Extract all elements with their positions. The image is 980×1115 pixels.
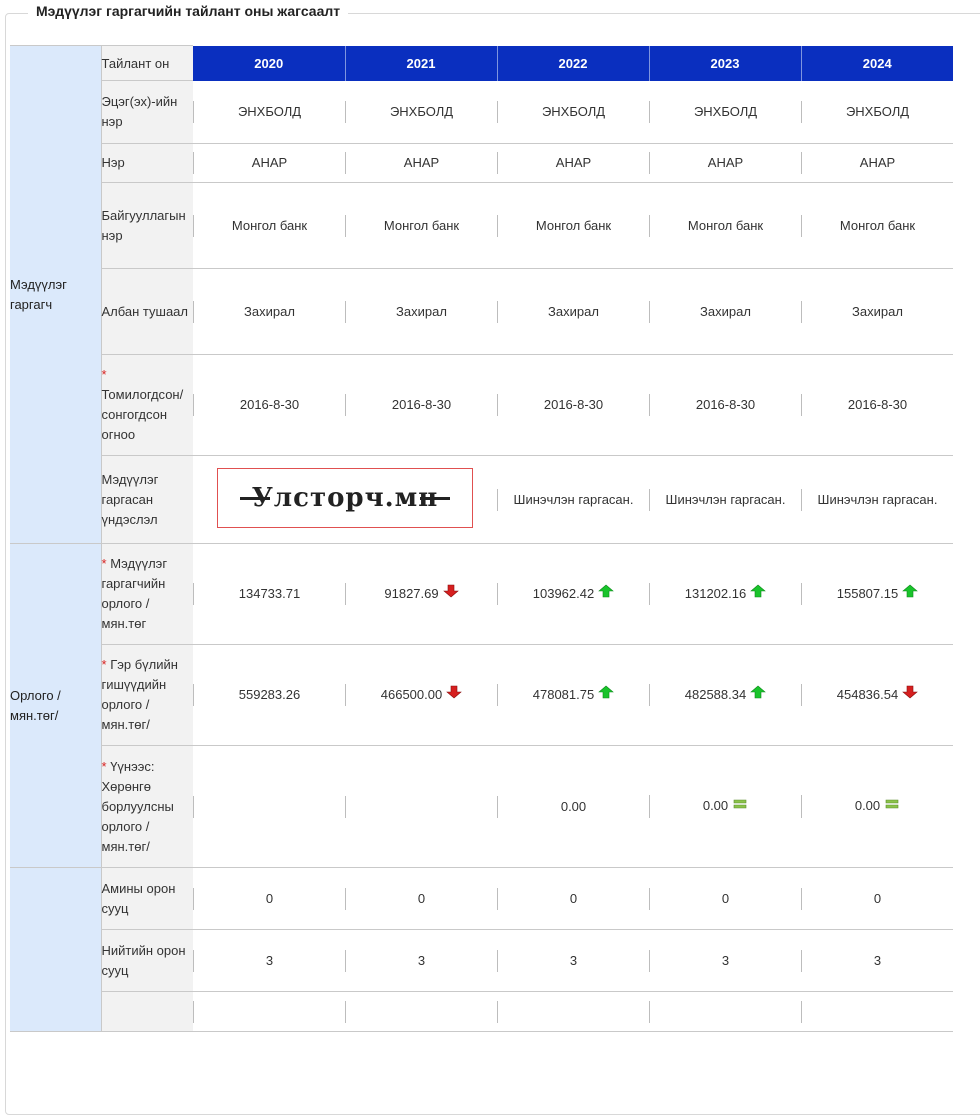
row-label: Эцэг(эх)-ийн нэр <box>101 81 193 144</box>
table-cell <box>649 583 801 606</box>
table-cell: 3 <box>497 950 649 972</box>
table-cell: Захирал <box>193 301 345 323</box>
table-cell: Захирал <box>345 301 497 323</box>
table-cell: Шинэчлэн гаргасан. <box>497 489 649 511</box>
table-row <box>10 930 953 992</box>
table-row <box>10 544 953 645</box>
table-cell: 0 <box>345 888 497 910</box>
table-cell <box>497 1001 649 1023</box>
table-row <box>10 81 953 144</box>
arrow-down-icon <box>446 684 462 706</box>
table-cell <box>801 795 953 818</box>
table-cell <box>801 583 953 606</box>
table-cell: 2016-8-30 <box>345 394 497 416</box>
table-cell: Монгол банк <box>801 215 953 237</box>
table-cell: Шинэчлэн гаргасан. <box>801 489 953 511</box>
year-2021[interactable]: 2021 <box>345 46 497 81</box>
cell-value: 559283.26 <box>238 687 301 702</box>
row-label <box>101 992 193 1032</box>
table-cell: 0 <box>649 888 801 910</box>
table-cell: Захирал <box>649 301 801 323</box>
table-row <box>10 183 953 269</box>
cell-value: 0.00 <box>702 798 729 814</box>
row-label <box>101 645 193 746</box>
table-cell: Монгол банк <box>649 215 801 237</box>
table-row <box>10 645 953 746</box>
arrow-up-icon <box>750 583 766 605</box>
cell-value: 454836.54 <box>836 686 899 702</box>
table-row <box>10 269 953 355</box>
declaration-table <box>10 45 953 1032</box>
arrow-up-icon <box>598 583 614 605</box>
row-label: Байгууллагын нэр <box>101 183 193 269</box>
table-cell: АНАР <box>497 152 649 174</box>
table-cell: ЭНХБОЛД <box>497 101 649 123</box>
cell-value: 134733.71 <box>238 586 301 601</box>
table-cell <box>801 1001 953 1023</box>
table-cell <box>345 583 497 606</box>
row-label-text: Томилогдсон/ сонгогдсон огноо <box>101 387 184 442</box>
table-cell <box>193 1001 345 1023</box>
table-cell <box>497 684 649 707</box>
table-cell <box>345 1001 497 1023</box>
table-cell: АНАР <box>649 152 801 174</box>
row-label: Нэр <box>101 144 193 183</box>
cell-value: 478081.75 <box>532 686 595 702</box>
group-property <box>10 868 101 1032</box>
required-mark: * <box>101 657 107 672</box>
table-cell <box>193 583 345 605</box>
table-row <box>10 868 953 930</box>
cell-value: 0.00 <box>560 798 587 814</box>
row-label <box>101 746 193 868</box>
equal-icon <box>732 796 748 818</box>
table-cell: 2016-8-30 <box>649 394 801 416</box>
table-cell: 2016-8-30 <box>497 394 649 416</box>
row-label-text: Мэдүүлэг гаргагчийн орлого / мян.төг <box>101 556 168 631</box>
table-row <box>10 992 953 1032</box>
cell-value: 131202.16 <box>684 585 747 601</box>
table-cell: АНАР <box>193 152 345 174</box>
table-cell <box>649 684 801 707</box>
table-cell <box>345 684 497 707</box>
table-cell: 2016-8-30 <box>193 394 345 416</box>
table-cell <box>497 796 649 818</box>
cell-value: 91827.69 <box>384 585 439 601</box>
table-cell <box>193 684 345 706</box>
table-cell: Шинэчлэн гаргасан. <box>649 489 801 511</box>
cell-value: 155807.15 <box>836 585 899 601</box>
table-cell: Монгол банк <box>193 215 345 237</box>
table-row <box>10 456 953 544</box>
table-cell: 0 <box>193 888 345 910</box>
arrow-down-icon <box>902 684 918 706</box>
group-declarant <box>10 46 101 544</box>
table-cell <box>497 583 649 606</box>
table-cell <box>801 684 953 707</box>
table-cell <box>193 796 345 818</box>
row-label: Албан тушаал <box>101 269 193 355</box>
table-cell: ЭНХБОЛД <box>801 101 953 123</box>
year-2023[interactable]: 2023 <box>649 46 801 81</box>
cell-value: 103962.42 <box>532 585 595 601</box>
section-title: Мэдүүлэг гаргагчийн тайлант оны жагсаалт <box>28 3 348 19</box>
arrow-down-icon <box>443 583 459 605</box>
required-mark: * <box>101 556 107 571</box>
equal-icon <box>884 796 900 818</box>
table-cell <box>345 796 497 818</box>
table-row <box>10 355 953 456</box>
year-2020[interactable]: 2020 <box>193 46 345 81</box>
table-row <box>10 144 953 183</box>
table-cell: Монгол банк <box>345 215 497 237</box>
table-cell: Захирал <box>497 301 649 323</box>
watermark-logo <box>217 468 473 528</box>
table-cell: ЭНХБОЛД <box>345 101 497 123</box>
row-label: Амины орон сууц <box>101 868 193 930</box>
table-cell: Монгол банк <box>497 215 649 237</box>
table-cell: 3 <box>801 950 953 972</box>
row-label: Мэдүүлэг гаргасан үндэслэл <box>101 456 193 544</box>
row-label <box>101 355 193 456</box>
table-cell <box>649 795 801 818</box>
table-cell: АНАР <box>345 152 497 174</box>
table-cell <box>649 1001 801 1023</box>
table-cell: 0 <box>801 888 953 910</box>
row-label: Нийтийн орон сууц <box>101 930 193 992</box>
group-label: Мэдүүлэг гаргагч <box>10 276 67 312</box>
required-mark: * <box>101 758 107 774</box>
watermark-text: Улсторч.мн <box>251 483 439 513</box>
arrow-up-icon <box>750 684 766 706</box>
required-mark: * <box>101 367 107 382</box>
table-cell: 2016-8-30 <box>801 394 953 416</box>
year-2024[interactable]: 2024 <box>801 46 953 81</box>
group-label: Орлого / мян.төг/ <box>10 687 61 723</box>
group-income <box>10 544 101 868</box>
table-cell: 0 <box>497 888 649 910</box>
year-2022[interactable]: 2022 <box>497 46 649 81</box>
table-row <box>10 746 953 868</box>
table-cell: ЭНХБОЛД <box>193 101 345 123</box>
cell-value: 0.00 <box>854 798 881 814</box>
table-cell: Захирал <box>801 301 953 323</box>
row-label <box>101 544 193 645</box>
table-cell: 3 <box>193 950 345 972</box>
arrow-up-icon <box>598 684 614 706</box>
cell-value: 466500.00 <box>380 686 443 702</box>
table-cell: ЭНХБОЛД <box>649 101 801 123</box>
table-cell: 3 <box>345 950 497 972</box>
table-cell: 3 <box>649 950 801 972</box>
year-header-label: Тайлант он <box>101 46 193 81</box>
row-label-text: Үүнээс: Хөрөнгө борлуулсны орлого / мян.төг/ <box>101 758 174 854</box>
row-label-text: Гэр бүлийн гишүүдийн орлого / мян.төг/ <box>101 657 178 732</box>
cell-value: 482588.34 <box>684 686 747 702</box>
arrow-up-icon <box>902 583 918 605</box>
table-cell: АНАР <box>801 152 953 174</box>
